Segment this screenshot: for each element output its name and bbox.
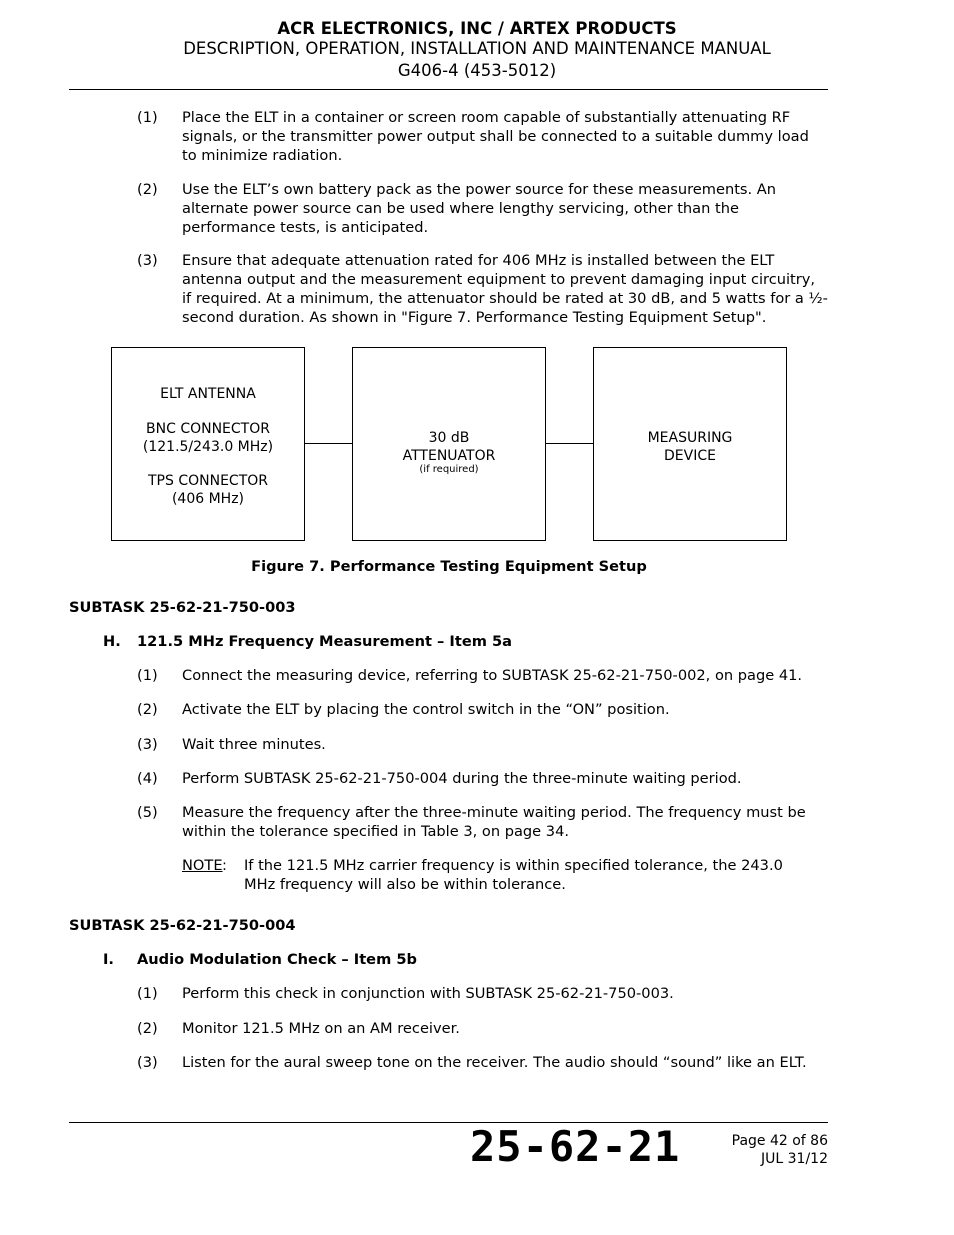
figure-caption: Figure 7. Performance Testing Equipment Setup <box>251 558 647 575</box>
step-text: Use the ELT’s own battery pack as the power source for these measurements. An alternate power source can be used where lengthy servicing, other than the performance tests, is anticipated. <box>182 181 777 236</box>
step-number: (1) <box>137 667 158 684</box>
step-number: (3) <box>137 736 158 753</box>
connector-line-2 <box>546 443 593 444</box>
bnc-frequency-label: (121.5/243.0 MHz) <box>142 439 274 455</box>
tps-connector-label: TPS CONNECTOR <box>148 473 268 489</box>
header-company: ACR ELECTRONICS, INC / ARTEX PRODUCTS <box>277 19 677 38</box>
attenuator-box <box>352 347 546 541</box>
tps-frequency-label: (406 MHz) <box>171 491 245 507</box>
elt-antenna-box <box>111 347 305 541</box>
bnc-connector-label: BNC CONNECTOR <box>146 421 270 437</box>
note-text: If the 121.5 MHz carrier frequency is within specified tolerance, the 243.0 MHz frequency will also be within tolerance. <box>244 857 783 893</box>
attenuator-note: (if required) <box>419 464 479 475</box>
section-letter: H. <box>103 633 121 650</box>
revision-date: JUL 31/12 <box>761 1151 828 1167</box>
step-number: (3) <box>137 252 158 269</box>
note-label: NOTE <box>182 857 223 874</box>
step-text: Measure the frequency after the three-minute waiting period. The frequency must be within the tolerance specified in Table 3, on page 34. <box>182 804 806 840</box>
note-colon: : <box>222 857 227 874</box>
step-number: (3) <box>137 1054 158 1071</box>
section-title: 121.5 MHz Frequency Measurement – Item 5a <box>137 633 513 650</box>
attenuator-rating-label: 30 dB <box>428 430 470 446</box>
step-text: Activate the ELT by placing the control switch in the “ON” position. <box>182 701 670 718</box>
attenuator-label: ATTENUATOR <box>402 448 496 464</box>
step-number: (1) <box>137 985 158 1002</box>
measuring-label: MEASURING <box>647 430 733 446</box>
header-manual-title: DESCRIPTION, OPERATION, INSTALLATION AND MAINTENANCE MANUAL <box>183 39 771 58</box>
step-text: Wait three minutes. <box>182 736 326 753</box>
elt-antenna-label: ELT ANTENNA <box>160 386 256 402</box>
subtask-004-heading: SUBTASK 25-62-21-750-004 <box>69 917 296 934</box>
page-number: Page 42 of 86 <box>731 1133 828 1149</box>
step-text: Monitor 121.5 MHz on an AM receiver. <box>182 1020 460 1037</box>
step-text: Perform this check in conjunction with SUBTASK 25-62-21-750-003. <box>182 985 674 1002</box>
measuring-device-box <box>593 347 787 541</box>
step-text: Connect the measuring device, referring to SUBTASK 25-62-21-750-002, on page 41. <box>182 667 803 684</box>
step-text: Place the ELT in a container or screen room capable of substantially attenuating RF signals, or the transmitter power output shall be connected to a suitable dummy load to minimize radiation. <box>182 109 809 164</box>
header-doc-number: G406-4 (453-5012) <box>397 61 557 80</box>
step-text: Listen for the aural sweep tone on the receiver. The audio should “sound” like an ELT. <box>182 1054 807 1071</box>
step-text: Perform SUBTASK 25-62-21-750-004 during the three-minute waiting period. <box>182 770 742 787</box>
step-number: (1) <box>137 109 158 126</box>
section-title: Audio Modulation Check – Item 5b <box>137 951 417 968</box>
section-letter: I. <box>103 951 114 968</box>
step-number: (5) <box>137 804 158 821</box>
step-number: (2) <box>137 181 158 198</box>
device-label: DEVICE <box>664 448 716 464</box>
step-number: (2) <box>137 1020 158 1037</box>
footer-chapter-code: 25-62-21 <box>470 1122 681 1171</box>
step-text: Ensure that adequate attenuation rated for 406 MHz is installed between the ELT antenna output and the measurement equipment to prevent damaging input circuitry, if required. At a minimum, the attenuator should be rated at 30 dB, and 5 watts for a ½-second duration. As shown in "Figure 7. Performance Testing Equipment Setup". <box>182 252 828 326</box>
footer-page-info <box>732 1132 828 1168</box>
connector-line-1 <box>305 443 352 444</box>
step-number: (2) <box>137 701 158 718</box>
step-number: (4) <box>137 770 158 787</box>
subtask-003-heading: SUBTASK 25-62-21-750-003 <box>69 599 296 616</box>
header-rule <box>69 89 828 90</box>
footer-rule <box>69 1122 828 1123</box>
